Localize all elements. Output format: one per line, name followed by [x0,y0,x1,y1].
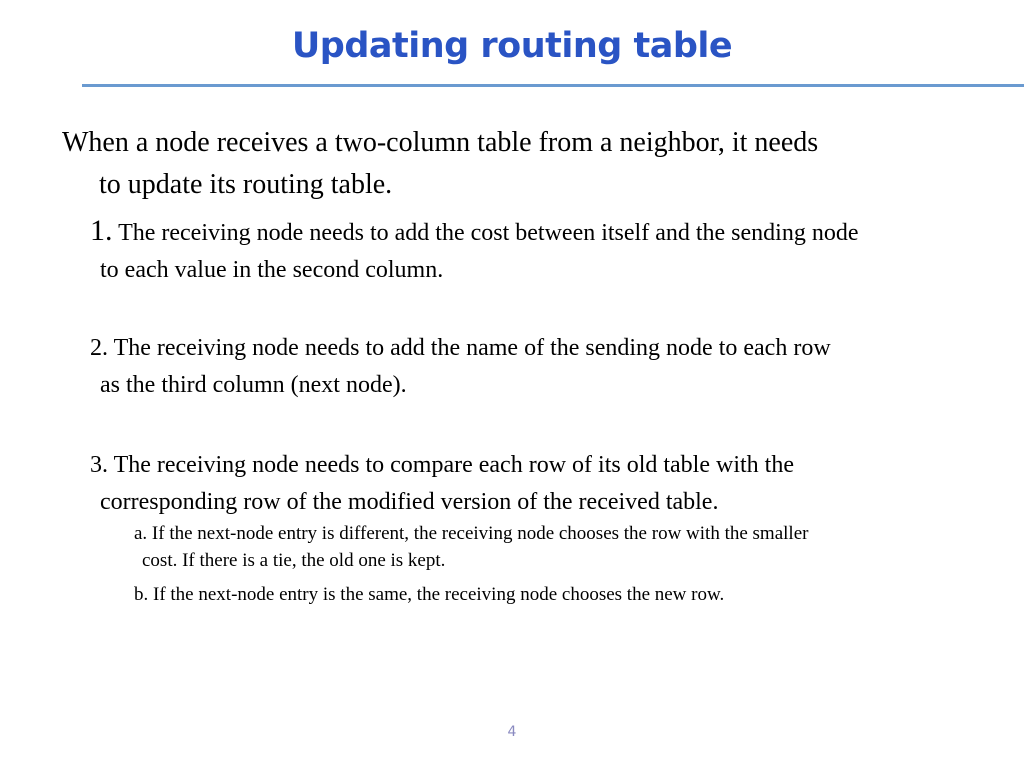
substep-b [134,581,994,608]
title-underline [82,84,1024,87]
slide-title: Updating routing table [291,26,733,66]
step-1-line-1: The receiving node needs to add the cost between itself and the sending node [112,220,859,246]
step-3 [90,447,1010,521]
step-3-line-2: corresponding row of the modified version of the received table. [100,489,719,515]
substep-a [134,520,994,574]
substep-a-line-2: cost. If there is a tie, the old one is kept. [142,550,446,571]
step-3-number: 3. [90,452,108,478]
step-2-line-1: The receiving node needs to add the name of the sending node to each row [108,335,831,361]
step-2 [90,330,1010,404]
substep-b-line-1: b. If the next-node entry is the same, the receiving node chooses the new row. [134,584,725,605]
intro-line-2: to update its routing table. [99,169,393,200]
intro-paragraph [62,122,1002,206]
intro-line-1: When a node receives a two-column table from a neighbor, it needs [62,127,819,158]
step-1-line-2: to each value in the second column. [100,257,444,283]
substep-a-line-1: a. If the next-node entry is different, the receiving node chooses the row with the smaller [134,523,809,544]
step-1-number: 1. [90,214,113,247]
step-1 [90,212,1010,289]
step-3-line-1: The receiving node needs to compare each row of its old table with the [108,452,794,478]
step-2-line-2: as the third column (next node). [100,372,407,398]
page-number: 4 [507,724,517,740]
step-2-number: 2. [90,335,108,361]
